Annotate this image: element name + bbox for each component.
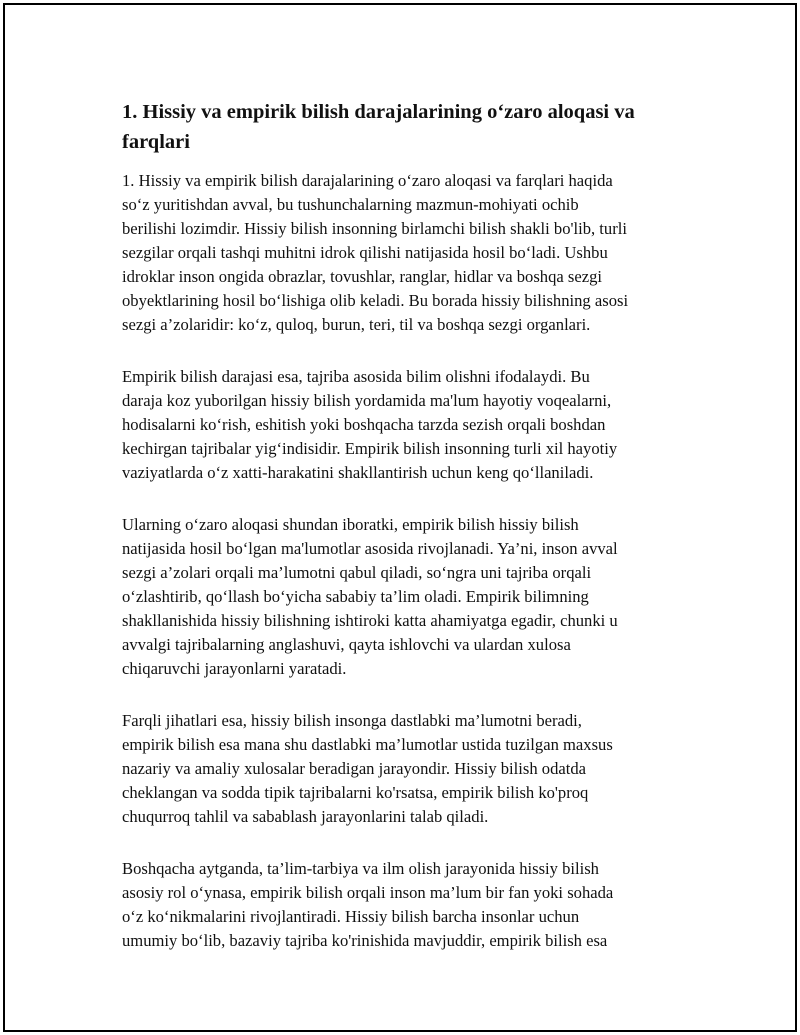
paragraph-5: Boshqacha aytganda, ta’lim-tarbiya va ilm olish jarayonida hissiy bilish asosiy rol o‘ynasa, empirik bilish orqali inson ma’lum bir fan yoki sohada o‘z ko‘nikmalarini rivojlantiradi. Hissiy bilish barcha insonlar uchun umumiy bo‘lib, bazaviy tajriba ko'rinishida mavjuddir, empirik bilish esa xyxy=(122,859,614,950)
paragraph-2: Empirik bilish darajasi esa, tajriba asosida bilim olishni ifodalaydi. Bu daraja koz yuborilgan hissiy bilish yordamida ma'lum hayotiy voqealarni, hodisalarni ko‘rish, eshitish yoki boshqacha tarzda sezish orqali boshdan kechirgan tajribalar yig‘indisidir. Empirik bilish insonning turli xil hayotiy vaziyatlarda o‘z xatti-harakatini shakllantirish uchun keng qo‘llaniladi. xyxy=(122,367,618,482)
page-title: 1. Hissiy va empirik bilish darajalarining o‘zaro aloqasi va farqlari xyxy=(122,101,635,153)
document-body xyxy=(122,97,682,981)
page-frame xyxy=(3,3,797,1032)
paragraph-3: Ularning o‘zaro aloqasi shundan iboratki, empirik bilish hissiy bilish natijasida hosil bo‘lgan ma'lumotlar asosida rivojlanadi. Ya’ni, inson avval sezgi a’zolari orqali ma’lumotni qabul qiladi, so‘ngra uni tajriba orqali o‘zlashtirib, qo‘llash bo‘yicha sababiy ta’lim oladi. Empirik bilimning shakllanishida hissiy bilishning ishtiroki katta ahamiyatga egadir, chunki u avvalgi tajribalarning anglashuvi, qayta ishlovchi va ulardan xulosa chiqaruvchi jarayonlarni yaratadi. xyxy=(122,515,618,678)
paragraph-1: 1. Hissiy va empirik bilish darajalarining o‘zaro aloqasi va farqlari haqida so‘z yuritishdan avval, bu tushunchalarning mazmun-mohiyati ochib berilishi lozimdir. Hissiy bilish insonning birlamchi bilish shakli bo'lib, turli sezgilar orqali tashqi muhitni idrok qilishi natijasida hosil bo‘ladi. Ushbu idroklar inson ongida obrazlar, tovushlar, ranglar, hidlar va boshqa sezgi obyektlarining hosil bo‘lishiga olib keladi. Bu borada hissiy bilishning asosi sezgi a’zolaridir: ko‘z, quloq, burun, teri, til va boshqa sezgi organlari. xyxy=(122,171,629,334)
paragraph-4: Farqli jihatlari esa, hissiy bilish insonga dastlabki ma’lumotni beradi, empirik bilish esa mana shu dastlabki ma’lumotlar ustida tuzilgan maxsus nazariy va amaliy xulosalar beradigan jarayondir. Hissiy bilish odatda cheklangan va sodda tipik tajribalarni ko'rsatsa, empirik bilish ko'proq chuqurroq tahlil va sabablash jarayonlarini talab qiladi. xyxy=(122,711,613,826)
